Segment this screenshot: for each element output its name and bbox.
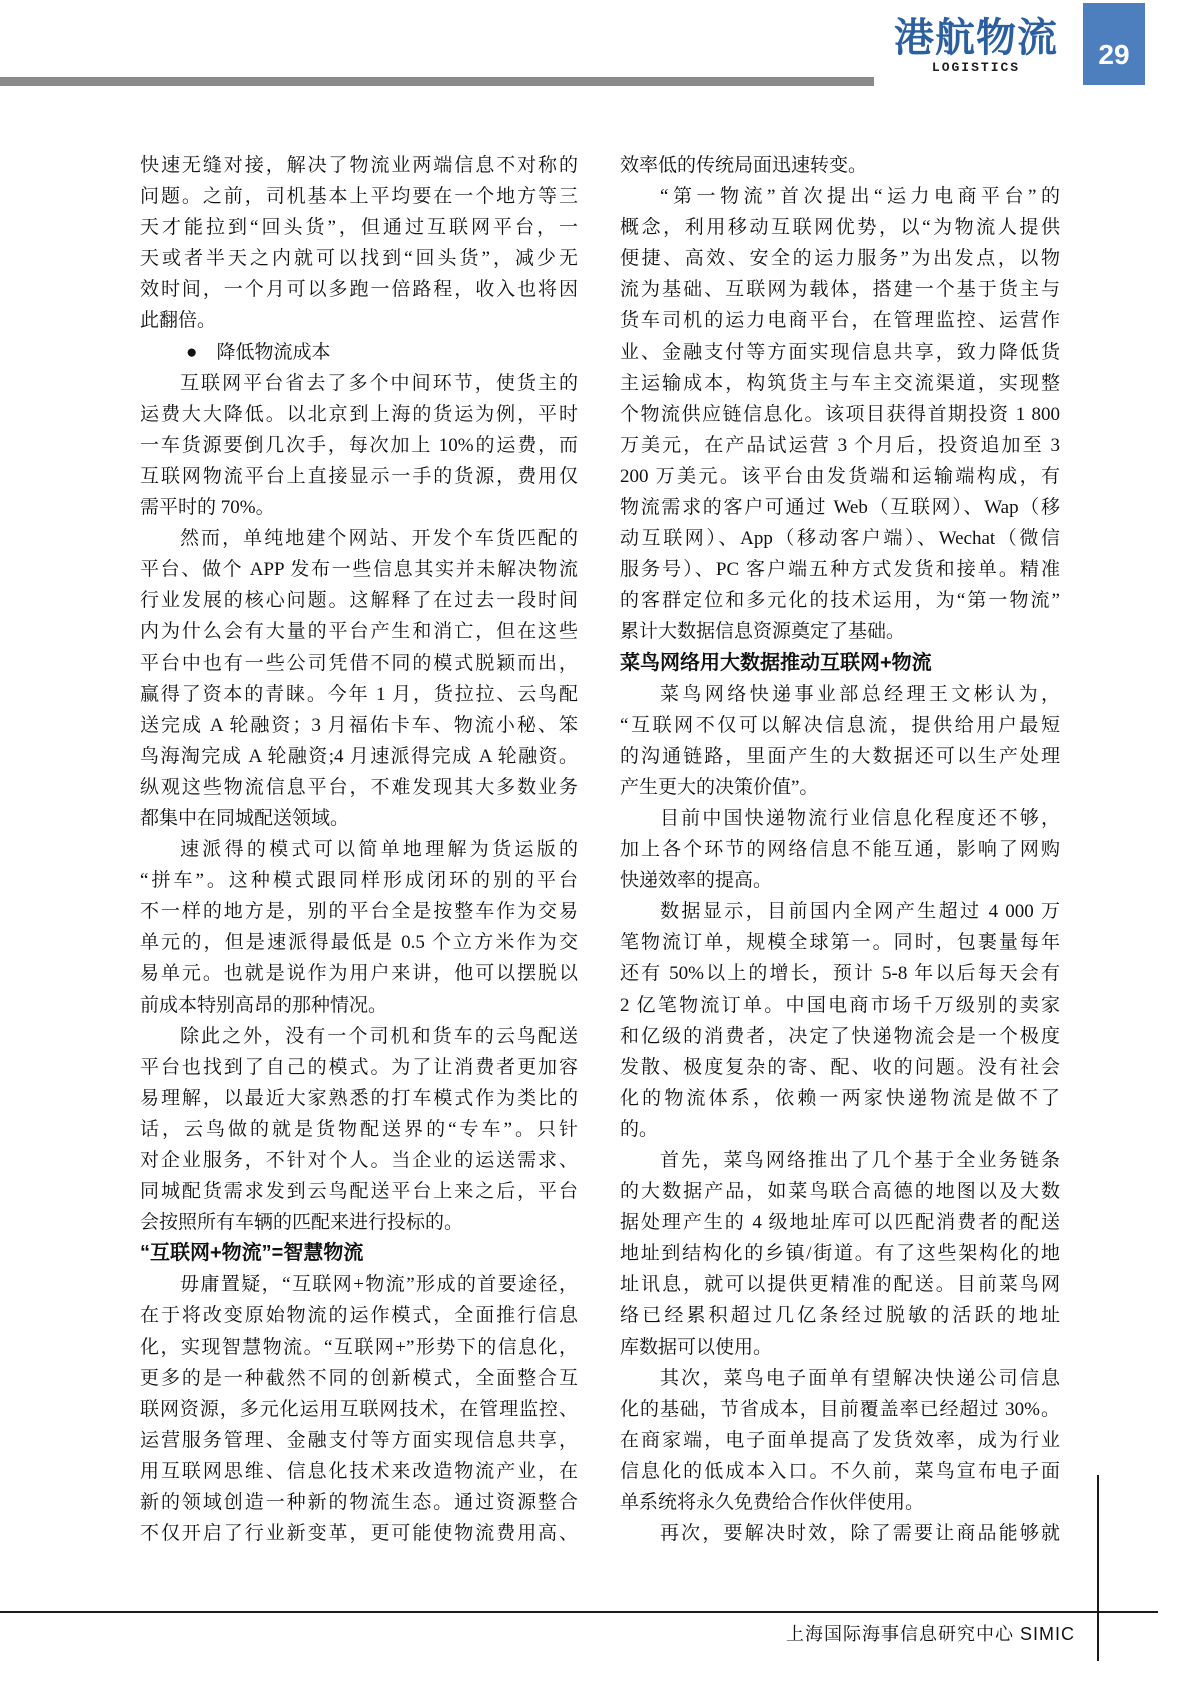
body-text-line: 需平时的 70%。 bbox=[140, 497, 275, 519]
body-text-line: 鸟海淘完成 A 轮融资;4 月速派得完成 A 轮融资。 bbox=[140, 745, 578, 767]
body-text-line: 行业发展的核心问题。这解释了在过去一段时间 bbox=[140, 590, 578, 612]
body-text-line: “互联网不仅可以解决信息流，提供给用户最短 bbox=[620, 714, 1060, 736]
body-text-line: 地址到结构化的乡镇/街道。有了这些架构化的地 bbox=[620, 1243, 1060, 1265]
body-text-line: 效时间，一个月可以多跑一倍路程，收入也将因 bbox=[140, 279, 578, 301]
body-text-line: 物流需求的客户可通过 Web（互联网）、Wap（移 bbox=[620, 497, 1060, 519]
body-text-line: 此翻倍。 bbox=[140, 310, 217, 332]
body-text-line: 天才能拉到“回头货”，但通过互联网平台，一 bbox=[140, 217, 578, 239]
body-text-line: 据处理产生的 4 级地址库可以匹配消费者的配送 bbox=[620, 1212, 1060, 1234]
body-text-line: 化，实现智慧物流。“互联网+”形势下的信息化， bbox=[140, 1336, 578, 1358]
body-text-line: 首先，菜鸟网络推出了几个基于全业务链条 bbox=[660, 1150, 1060, 1171]
body-text-line: 一车货源要倒几次手，每次加上 10%的运费，而 bbox=[140, 434, 578, 456]
body-text-line: 联网资源，多元化运用互联网技术，在管理监控、 bbox=[140, 1398, 578, 1420]
body-text-line: 货车司机的运力电商平台，在管理监控、运营作 bbox=[620, 310, 1060, 332]
section-title: 港航物流 bbox=[894, 16, 1058, 60]
footer-rule bbox=[0, 1611, 1158, 1613]
body-text-line: 快速无缝对接，解决了物流业两端信息不对称的 bbox=[140, 155, 578, 176]
body-text-line: 的沟通链路，里面产生的大数据还可以生产处理 bbox=[620, 745, 1060, 767]
body-text-line: 不仅开启了行业新变革，更可能使物流费用高、 bbox=[140, 1523, 578, 1545]
body-text-line: 都集中在同城配送领域。 bbox=[140, 807, 350, 829]
body-text-line: 送完成 A 轮融资；3 月福佑卡车、物流小秘、笨 bbox=[140, 714, 578, 736]
body-text-line: 化的物流体系，依赖一两家快递物流是做不了 bbox=[620, 1087, 1060, 1109]
body-text-line: 速派得的模式可以简单地理解为货运版的 bbox=[180, 839, 578, 861]
body-text-line: 目前中国快递物流行业信息化程度还不够， bbox=[660, 807, 1060, 829]
body-text-line: 快递效率的提高。 bbox=[620, 870, 773, 892]
body-text-line: 对企业服务，不针对个人。当企业的运送需求、 bbox=[140, 1150, 578, 1171]
page-number: 29 bbox=[1098, 39, 1130, 70]
body-text-line: 同城配货需求发到云鸟配送平台上来之后，平台 bbox=[140, 1181, 578, 1203]
body-text-line: 络已经累积超过几亿条经过脱敏的活跃的地址 bbox=[620, 1305, 1060, 1327]
section-heading: “互联网+物流”=智慧物流 bbox=[140, 1242, 364, 1265]
body-text-line: 流为基础、互联网为载体，搭建一个基于货主与 bbox=[620, 279, 1060, 301]
section-heading: 菜鸟网络用大数据推动互联网+物流 bbox=[620, 651, 932, 674]
body-text-line: 平台也找到了自己的模式。为了让消费者更加容 bbox=[140, 1056, 578, 1078]
body-text-line: 2 亿笔物流订单。中国电商市场千万级别的卖家 bbox=[620, 994, 1060, 1016]
body-text-line: 运费大大降低。以北京到上海的货运为例，平时 bbox=[140, 403, 578, 425]
body-text-line: 址讯息，就可以提供更精准的配送。目前菜鸟网 bbox=[620, 1274, 1060, 1296]
body-text-line: 的客群定位和多元化的技术运用，为“第一物流” bbox=[620, 590, 1060, 612]
body-text-line: 更多的是一种截然不同的创新模式，全面整合互 bbox=[140, 1367, 578, 1389]
body-text-line: 万美元，在产品试运营 3 个月后，投资追加至 3 bbox=[620, 434, 1060, 456]
footer-text: 上海国际海事信息研究中心 SIMIC bbox=[785, 1624, 1075, 1644]
body-text-line: 易单元。也就是说作为用户来讲，他可以摆脱以 bbox=[140, 963, 578, 985]
body-text-line: 互联网平台省去了多个中间环节，使货主的 bbox=[180, 372, 578, 394]
body-text-line: 库数据可以使用。 bbox=[620, 1336, 773, 1358]
body-text-line: 个物流供应链信息化。该项目获得首期投资 1 800 bbox=[620, 403, 1060, 425]
body-text-line: 菜鸟网络快递事业部总经理王文彬认为， bbox=[660, 683, 1060, 705]
body-text-line: 发散、极度复杂的寄、配、收的问题。没有社会 bbox=[620, 1056, 1060, 1078]
body-text-line: 天或者半天之内就可以找到“回头货”，减少无 bbox=[140, 248, 578, 270]
body-text-line: 内为什么会有大量的平台产生和消亡，但在这些 bbox=[140, 621, 578, 643]
body-text-line: 问题。之前，司机基本上平均要在一个地方等三 bbox=[140, 186, 578, 208]
body-text-line: 用互联网思维、信息化技术来改造物流产业，在 bbox=[140, 1460, 578, 1482]
body-text-line: 然而，单纯地建个网站、开发个车货匹配的 bbox=[180, 528, 578, 550]
body-text-line: 主运输成本，构筑货主与车主交流渠道，实现整 bbox=[620, 372, 1060, 394]
body-text-line: 前成本特别高昂的那种情况。 bbox=[140, 994, 388, 1016]
body-text-line: 便捷、高效、安全的运力服务”为出发点，以物 bbox=[620, 248, 1060, 270]
body-text-line: 化的基础，节省成本，目前覆盖率已经超过 30%。 bbox=[620, 1398, 1060, 1420]
header-rule bbox=[0, 77, 874, 86]
body-text-line: 单系统将永久免费给合作伙伴使用。 bbox=[620, 1492, 925, 1514]
body-text-line: 加上各个环节的网络信息不能互通，影响了网购 bbox=[620, 839, 1060, 861]
body-text-line: 平台、做个 APP 发布一些信息其实并未解决物流 bbox=[140, 559, 578, 581]
body-text-line: 200 万美元。该平台由发货端和运输端构成，有 bbox=[620, 465, 1060, 487]
footer-vertical-rule bbox=[1097, 1475, 1099, 1661]
body-text-line: 的大数据产品，如菜鸟联合高德的地图以及大数 bbox=[620, 1181, 1060, 1203]
body-text-line: 再次，要解决时效，除了需要让商品能够就 bbox=[660, 1523, 1060, 1545]
right-column bbox=[620, 150, 1060, 1549]
body-text-line: 还有 50%以上的增长，预计 5-8 年以后每天会有 bbox=[620, 963, 1060, 985]
body-text-line: 的。 bbox=[620, 1118, 659, 1140]
section-subtitle: LOGISTICS bbox=[931, 60, 1021, 75]
body-text-line: 赢得了资本的青睐。今年 1 月，货拉拉、云鸟配 bbox=[140, 683, 578, 705]
bullet-line: ● 降低物流成本 bbox=[186, 341, 331, 363]
body-text-line: 动互联网）、App（移动客户端）、Wechat（微信 bbox=[620, 528, 1060, 550]
body-text-line: 其次，菜鸟电子面单有望解决快递公司信息 bbox=[660, 1367, 1060, 1389]
body-text-line: 会按照所有车辆的匹配来进行投标的。 bbox=[140, 1212, 464, 1234]
body-text-line: 不一样的地方是，别的平台全是按整车作为交易 bbox=[140, 901, 578, 923]
body-text-line: 产生更大的决策价值”。 bbox=[620, 776, 819, 798]
page-number-box bbox=[1083, 3, 1145, 85]
body-text-line: 数据显示，目前国内全网产生超过 4 000 万 bbox=[660, 901, 1060, 923]
body-text-line: 和亿级的消费者，决定了快递物流会是一个极度 bbox=[620, 1025, 1060, 1047]
body-text-line: 除此之外，没有一个司机和货车的云鸟配送 bbox=[180, 1025, 578, 1047]
body-text-line: 业、金融支付等方面实现信息共享，致力降低货 bbox=[620, 341, 1060, 363]
body-text-line: 新的领域创造一种新的物流生态。通过资源整合 bbox=[140, 1492, 578, 1514]
body-text-line: “第一物流”首次提出“运力电商平台”的 bbox=[660, 186, 1060, 208]
body-text-line: 易理解，以最近大家熟悉的打车模式作为类比的 bbox=[140, 1087, 578, 1109]
body-text-line: 在于将改变原始物流的运作模式，全面推行信息 bbox=[140, 1305, 578, 1327]
body-text-line: 单元的，但是速派得最低是 0.5 个立方米作为交 bbox=[140, 932, 578, 954]
body-text-line: 累计大数据信息资源奠定了基础。 bbox=[620, 621, 906, 643]
body-text-line: 平台中也有一些公司凭借不同的模式脱颖而出， bbox=[140, 652, 578, 674]
body-text-line: 服务号）、PC 客户端五种方式发货和接单。精准 bbox=[620, 559, 1060, 581]
body-text-line: 笔物流订单，规模全球第一。同时，包裹量每年 bbox=[620, 932, 1060, 954]
page-header bbox=[880, 16, 1072, 75]
body-text-line: 概念，利用移动互联网优势，以“为物流人提供 bbox=[620, 217, 1060, 239]
body-text-line: 纵观这些物流信息平台，不难发现其大多数业务 bbox=[140, 776, 578, 798]
body-text-line: 话，云鸟做的就是货物配送界的“专车”。只针 bbox=[140, 1118, 578, 1140]
body-text-line: 运营服务管理、金融支付等方面实现信息共享， bbox=[140, 1429, 578, 1451]
body-text-line: “拼车”。这种模式跟同样形成闭环的别的平台 bbox=[140, 870, 578, 892]
body-text-line: 毋庸置疑，“互联网+物流”形成的首要途径， bbox=[180, 1274, 578, 1296]
body-text-line: 在商家端，电子面单提高了发货效率，成为行业 bbox=[620, 1429, 1060, 1451]
body-text-line: 互联网物流平台上直接显示一手的货源，费用仅 bbox=[140, 465, 578, 487]
body-text-line: 信息化的低成本入口。不久前，菜鸟宣布电子面 bbox=[620, 1460, 1060, 1482]
left-column bbox=[140, 150, 578, 1549]
body-text-line: 效率低的传统局面迅速转变。 bbox=[620, 155, 868, 176]
